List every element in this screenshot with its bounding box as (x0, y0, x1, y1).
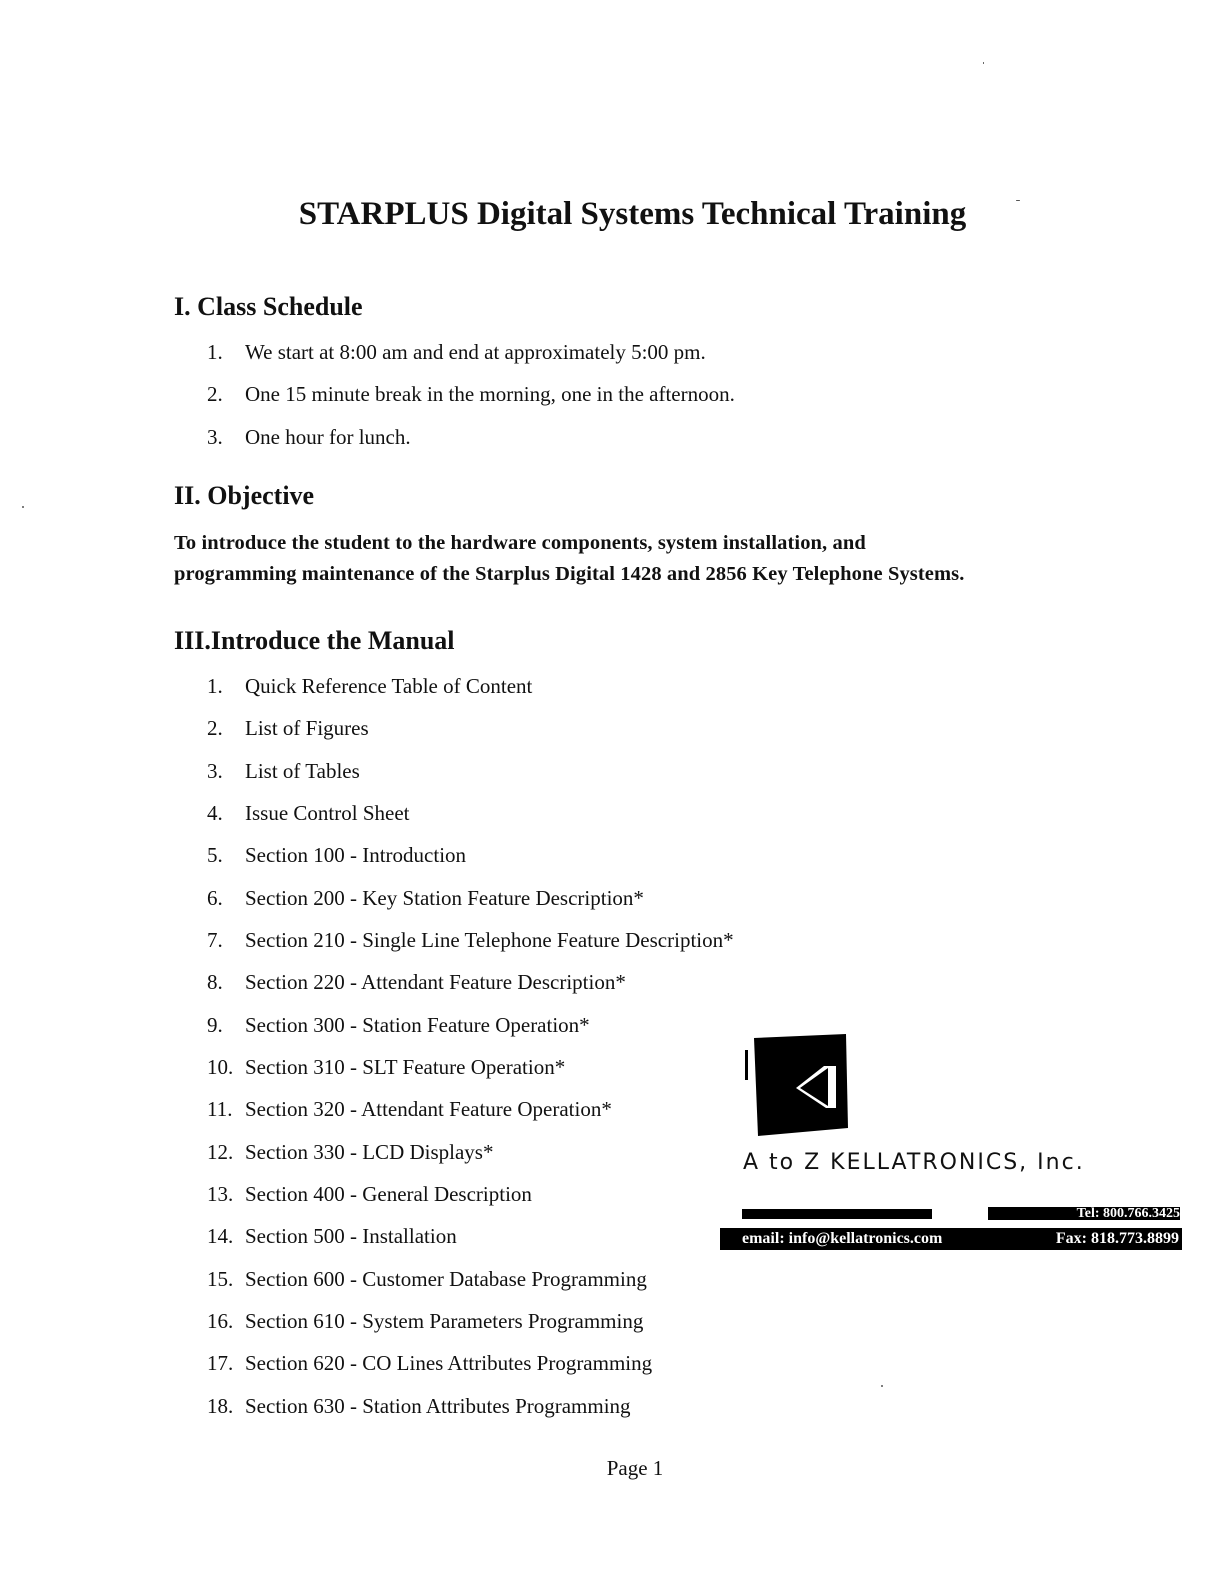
objective-line-2: programming maintenance of the Starplus Digital 1428 and 2856 Key Telephone Systems. (174, 563, 965, 585)
page-number: Page 1 (606, 1456, 664, 1480)
kellatronics-logo-icon (742, 1032, 852, 1140)
list-item: 1. We start at 8:00 am and end at approximately 5:00 pm. (207, 340, 706, 364)
scan-speck (1016, 200, 1020, 201)
list-item: 5. Section 100 - Introduction (207, 843, 467, 867)
heading-objective: II. Objective (174, 481, 315, 510)
list-item: 17. Section 620 - CO Lines Attributes Programming (207, 1351, 653, 1375)
contact-bar (720, 1228, 1182, 1250)
tel-bar (988, 1207, 1180, 1220)
list-item: 12. Section 330 - LCD Displays* (207, 1140, 494, 1164)
list-item: 15. Section 600 - Customer Database Programming (207, 1267, 647, 1291)
list-item: 3. One hour for lunch. (207, 425, 411, 449)
list-item: 2. One 15 minute break in the morning, one in the afternoon. (207, 382, 735, 406)
list-item: 9. Section 300 - Station Feature Operation* (207, 1013, 590, 1037)
email-text: email: info@kellatronics.com (742, 1230, 943, 1247)
list-item: 16. Section 610 - System Parameters Programming (207, 1309, 644, 1333)
list-item: 4. Issue Control Sheet (207, 801, 410, 825)
list-item: 8. Section 220 - Attendant Feature Description* (207, 970, 626, 994)
scan-speck (983, 62, 984, 64)
list-item: 14. Section 500 - Installation (207, 1224, 457, 1248)
list-item: 3. List of Tables (207, 759, 360, 783)
list-item: 1. Quick Reference Table of Content (207, 674, 533, 698)
company-name: A to Z KELLATRONICS, Inc. (743, 1150, 1085, 1175)
fax-text: Fax: 818.773.8899 (1055, 1230, 1179, 1247)
list-item: 10. Section 310 - SLT Feature Operation* (207, 1055, 566, 1079)
heading-class-schedule: I. Class Schedule (174, 292, 363, 321)
heading-introduce-manual: III.Introduce the Manual (174, 626, 455, 655)
tel-text: Tel: 800.766.3425 (1076, 1207, 1180, 1220)
scan-speck (22, 506, 24, 508)
list-item: 7. Section 210 - Single Line Telephone Feature Description* (207, 928, 734, 952)
list-item: 13. Section 400 - General Description (207, 1182, 532, 1206)
list-item: 18. Section 630 - Station Attributes Programming (207, 1394, 631, 1418)
list-item: 6. Section 200 - Key Station Feature Description* (207, 886, 644, 910)
objective-line-1: To introduce the student to the hardware components, system installation, and (174, 532, 866, 554)
list-item: 2. List of Figures (207, 716, 369, 740)
list-item: 11. Section 320 - Attendant Feature Operation* (207, 1097, 612, 1121)
contact-bar-left (742, 1209, 932, 1219)
objective-text (174, 528, 964, 590)
document-title: STARPLUS Digital Systems Technical Training (298, 196, 967, 232)
scan-speck (881, 1385, 883, 1387)
